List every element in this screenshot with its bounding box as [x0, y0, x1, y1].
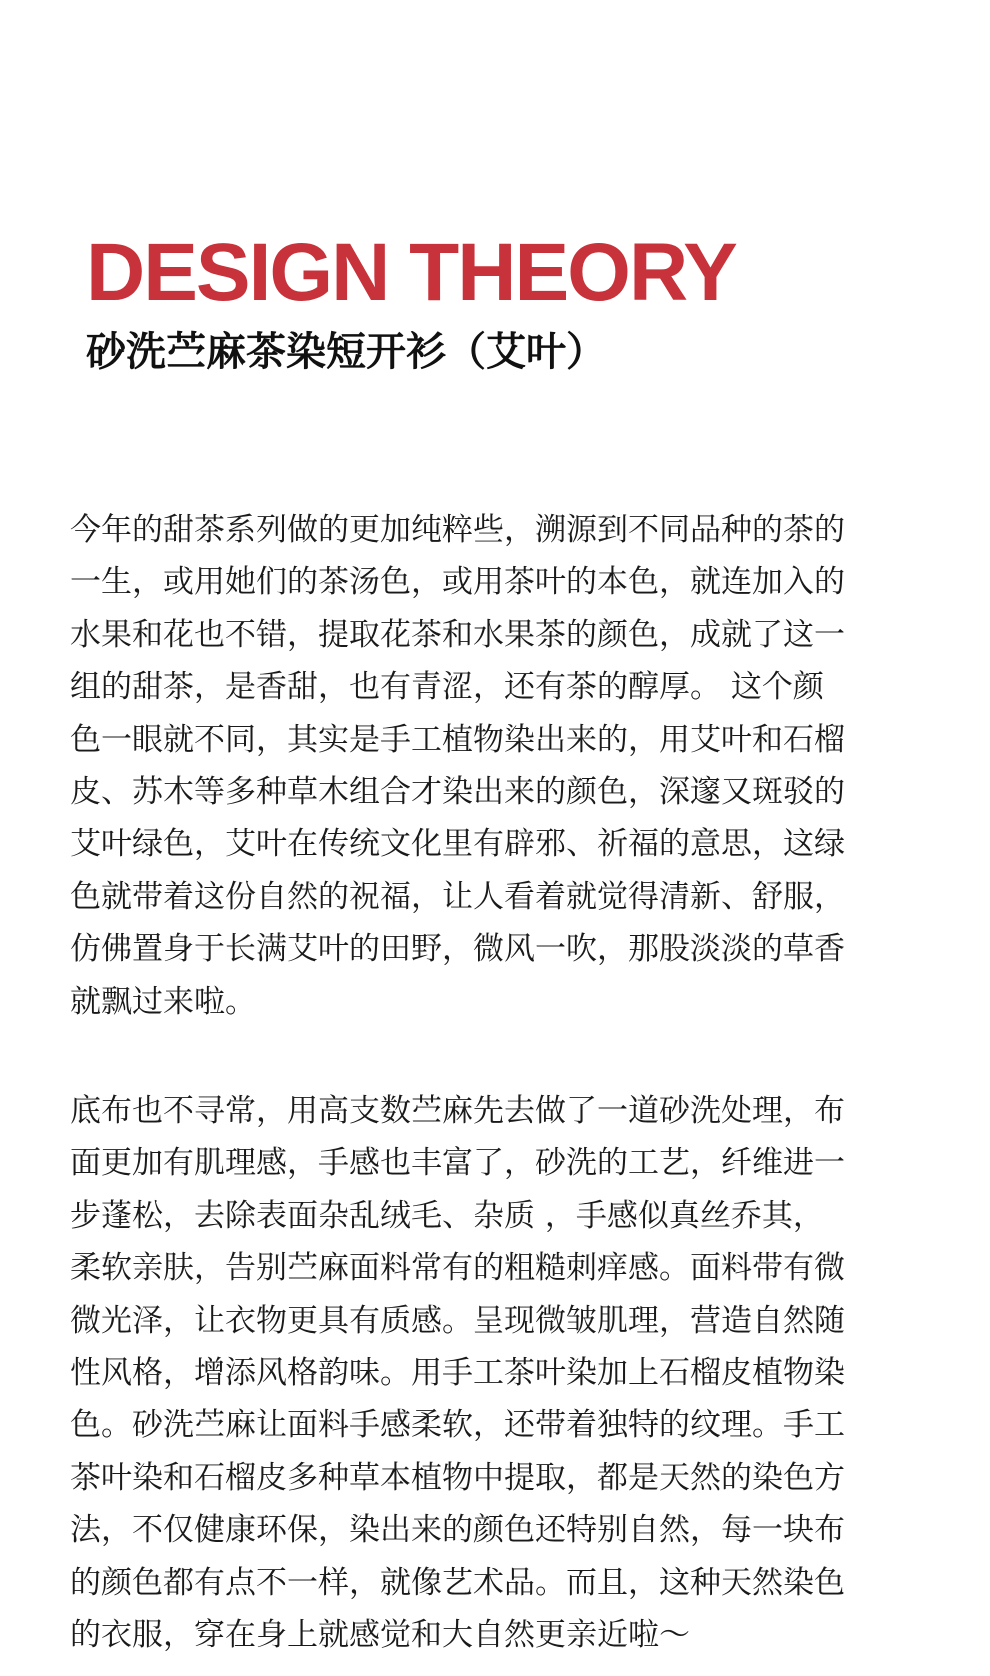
- text-line: 茶叶染和石榴皮多种草本植物中提取，都是天然的染色方: [70, 1459, 845, 1496]
- text-line: 艾叶绿色，艾叶在传统文化里有辟邪、祈福的意思，这绿: [70, 826, 845, 863]
- product-title: 砂洗苎麻茶染短开衫（艾叶）: [86, 329, 606, 375]
- paragraph-dye-description: [70, 504, 920, 1028]
- text-line: 组的甜茶，是香甜，也有青涩，还有茶的醇厚。 这个颜: [70, 669, 824, 706]
- text-line: 的衣服，穿在身上就感觉和大自然更亲近啦～: [70, 1617, 690, 1654]
- text-line: 今年的甜茶系列做的更加纯粹些，溯源到不同品种的茶的: [70, 512, 845, 548]
- text-line: 法，不仅健康环保，染出来的颜色还特别自然，每一块布: [70, 1512, 845, 1549]
- text-line: 底布也不寻常，用高支数苎麻先去做了一道砂洗处理，布: [70, 1093, 845, 1129]
- text-line: 色一眼就不同，其实是手工植物染出来的，用艾叶和石榴: [70, 721, 845, 758]
- text-line: 性风格，增添风格韵味。用手工茶叶染加上石榴皮植物染: [70, 1355, 845, 1392]
- text-line: 色。砂洗苎麻让面料手感柔软，还带着独特的纹理。手工: [70, 1407, 845, 1444]
- paragraph-fabric-description: [70, 1085, 920, 1661]
- text-line: 色就带着这份自然的祝福，让人看着就觉得清新、舒服，: [70, 878, 845, 915]
- text-line: 步蓬松，去除表面杂乱绒毛、杂质 ，手感似真丝乔其，: [70, 1197, 824, 1234]
- design-theory-heading: DESIGN THEORY: [86, 227, 736, 318]
- text-line: 就飘过来啦。: [70, 983, 256, 1020]
- text-line: 皮、苏木等多种草木组合才染出来的颜色，深邃又斑驳的: [70, 774, 845, 811]
- text-line: 一生，或用她们的茶汤色，或用茶叶的本色，就连加入的: [70, 564, 845, 601]
- text-line: 面更加有肌理感，手感也丰富了，砂洗的工艺，纤维进一: [70, 1145, 845, 1182]
- text-line: 水果和花也不错，提取花茶和水果茶的颜色，成就了这一: [70, 616, 845, 653]
- text-line: 仿佛置身于长满艾叶的田野，微风一吹，那股淡淡的草香: [70, 931, 845, 968]
- text-line: 的颜色都有点不一样，就像艺术品。而且，这种天然染色: [70, 1564, 845, 1601]
- text-line: 微光泽，让衣物更具有质感。呈现微皱肌理，营造自然随: [70, 1302, 845, 1339]
- text-line: 柔软亲肤，告别苎麻面料常有的粗糙刺痒感。面料带有微: [70, 1250, 845, 1287]
